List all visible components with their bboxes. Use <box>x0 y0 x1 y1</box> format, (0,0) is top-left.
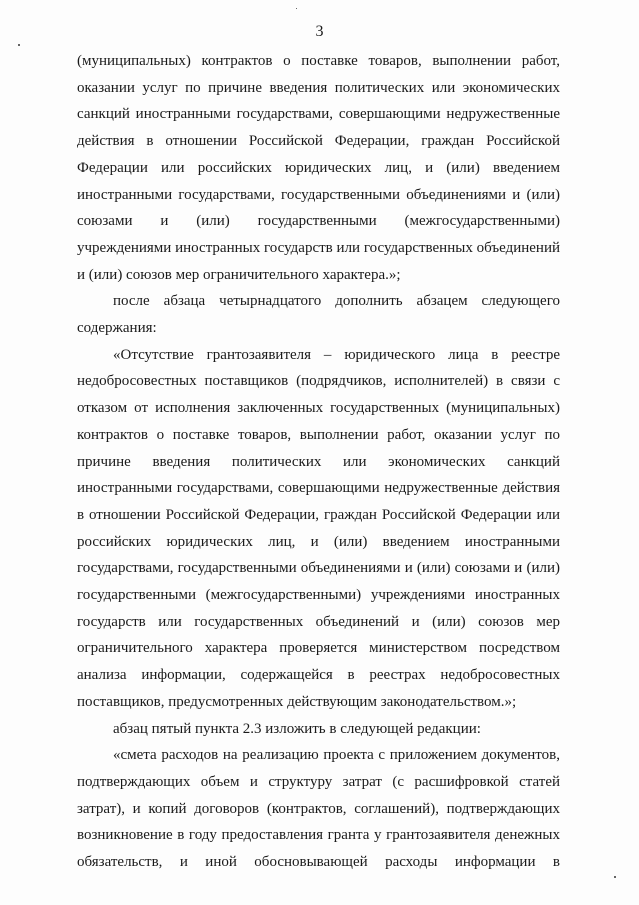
text-line: отказом от исполнения заключенных государственных (муниципальных) <box>77 400 560 417</box>
text-line: российских юридических лиц, и (или) введением иностранными <box>77 533 560 550</box>
text-line: иностранными государствами, совершающими недружественные действия <box>77 480 560 497</box>
page-number: 3 <box>315 23 324 40</box>
text-line: государствами, государственными объединениями и (или) союзами и (или) <box>77 560 560 577</box>
text-line: причине введения политических или экономических санкций <box>77 453 560 470</box>
text-line: (муниципальных) контрактов о поставке товаров, выполнении работ, <box>77 53 560 69</box>
text-line: учреждениями иностранных государств или государственных объединений <box>77 239 560 256</box>
paragraph-amendment-instruction <box>77 288 560 341</box>
text-line: союзами и (или) государственными (межгосударственными) <box>77 213 560 230</box>
paragraph-sanctions-continuation <box>77 48 560 288</box>
paragraph-registry-check <box>77 342 560 716</box>
scan-speck <box>296 8 297 9</box>
document-body <box>77 48 560 876</box>
text-line: и (или) союзов мер ограничительного характера.»; <box>77 266 401 283</box>
text-line: действия в отношении Российской Федерации, граждан Российской <box>77 133 560 150</box>
text-line: «Отсутствие грантозаявителя – юридического лица в реестре <box>113 346 560 363</box>
text-line: анализа информации, содержащейся в реестрах недобросовестных <box>77 667 560 684</box>
text-line: поставщиков, предусмотренных действующим законодательством.»; <box>77 693 517 710</box>
text-line: государственными (межгосударственными) учреждениями иностранных <box>77 587 560 604</box>
text-line: абзац пятый пункта 2.3 изложить в следующей редакции: <box>113 720 481 737</box>
text-line: обязательств, и иной обосновывающей расходы информации в <box>77 854 560 871</box>
text-line: Федерации или российских юридических лиц, и (или) введением <box>77 159 560 176</box>
text-line: возникновение в году предоставления гранта у грантозаявителя денежных <box>77 827 560 844</box>
text-line: «смета расходов на реализацию проекта с приложением документов, <box>113 747 560 764</box>
text-line: недобросовестных поставщиков (подрядчиков, исполнителей) в связи с <box>77 373 560 390</box>
paragraph-clause-2-3-instruction <box>77 716 560 743</box>
text-line: после абзаца четырнадцатого дополнить абзацем следующего <box>113 293 560 310</box>
text-line: содержания: <box>77 320 157 337</box>
text-line: санкций иностранными государствами, совершающими недружественные <box>77 106 560 123</box>
scan-speck <box>18 44 20 46</box>
text-line: иностранными государствами, государственными объединениями и (или) <box>77 186 560 203</box>
paragraph-cost-estimate <box>77 742 560 876</box>
text-line: подтверждающих объем и структуру затрат (с расшифровкой статей <box>77 773 560 790</box>
scan-speck <box>614 876 616 878</box>
text-line: контрактов о поставке товаров, выполнении работ, оказании услуг по <box>77 426 560 443</box>
text-line: государств или государственных объединений и (или) союзов мер <box>77 613 560 630</box>
text-line: в отношении Российской Федерации, граждан Российской Федерации или <box>77 506 560 523</box>
text-line: ограничительного характера проверяется министерством посредством <box>77 640 560 657</box>
text-line: затрат), и копий договоров (контрактов, соглашений), подтверждающих <box>77 800 560 817</box>
text-line: оказании услуг по причине введения политических или экономических <box>77 79 560 96</box>
